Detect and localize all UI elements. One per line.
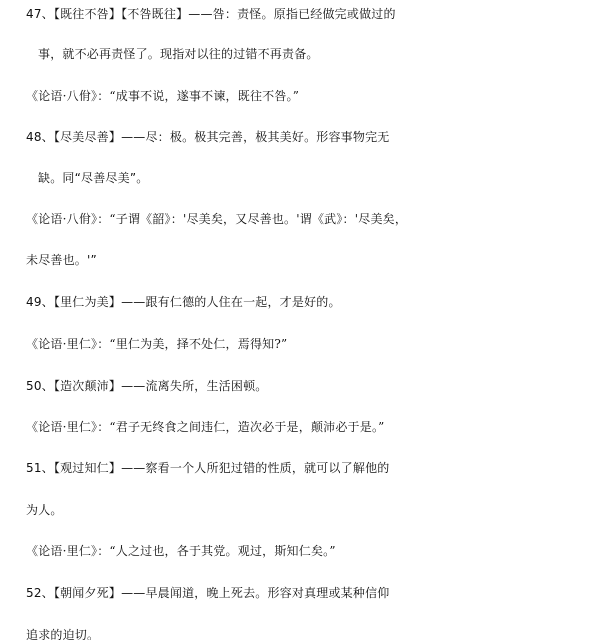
entry-48-quote: 《论语·八佾》：“子谓《韶》：'尽美矣，又尽善也。'谓《武》：'尽美矣，: [26, 212, 408, 226]
entry-52-heading: 52、【朝闻夕死】——早晨闻道，晚上死去。形容对真理或某种信仰: [26, 586, 390, 600]
entry-47-continuation: 事，就不必再责怪了。现指对以往的过错不再责备。: [38, 47, 319, 61]
entry-51-heading: 51、【观过知仁】——察看一个人所犯过错的性质，就可以了解他的: [26, 461, 390, 475]
entry-51-quote: 《论语·里仁》：“人之过也，各于其党。观过，斯知仁矣。”: [26, 544, 336, 558]
entry-49-heading: 49、【里仁为美】——跟有仁德的人住在一起，才是好的。: [26, 295, 341, 309]
entry-52-continuation: 追求的迫切。: [26, 628, 100, 640]
entry-49-quote: 《论语·里仁》：“里仁为美，择不处仁，焉得知?”: [26, 337, 288, 351]
entry-48-quote-continuation: 未尽善也。'”: [26, 253, 97, 267]
entry-48-heading: 48、【尽美尽善】——尽：极。极其完善，极其美好。形容事物完无: [26, 130, 390, 144]
entry-47-heading: 47、【既往不咎】【不咎既往】——咎：责怪。原指已经做完或做过的: [26, 7, 396, 21]
entry-51-continuation: 为人。: [26, 503, 63, 517]
entry-48-continuation: 缺。同“尽善尽美”。: [38, 171, 149, 185]
entry-47-quote: 《论语·八佾》：“成事不说，遂事不谏，既往不咎。”: [26, 89, 300, 103]
entry-50-heading: 50、【造次颠沛】——流离失所，生活困顿。: [26, 379, 268, 393]
entry-50-quote: 《论语·里仁》：“君子无终食之间违仁，造次必于是，颠沛必于是。”: [26, 420, 385, 434]
